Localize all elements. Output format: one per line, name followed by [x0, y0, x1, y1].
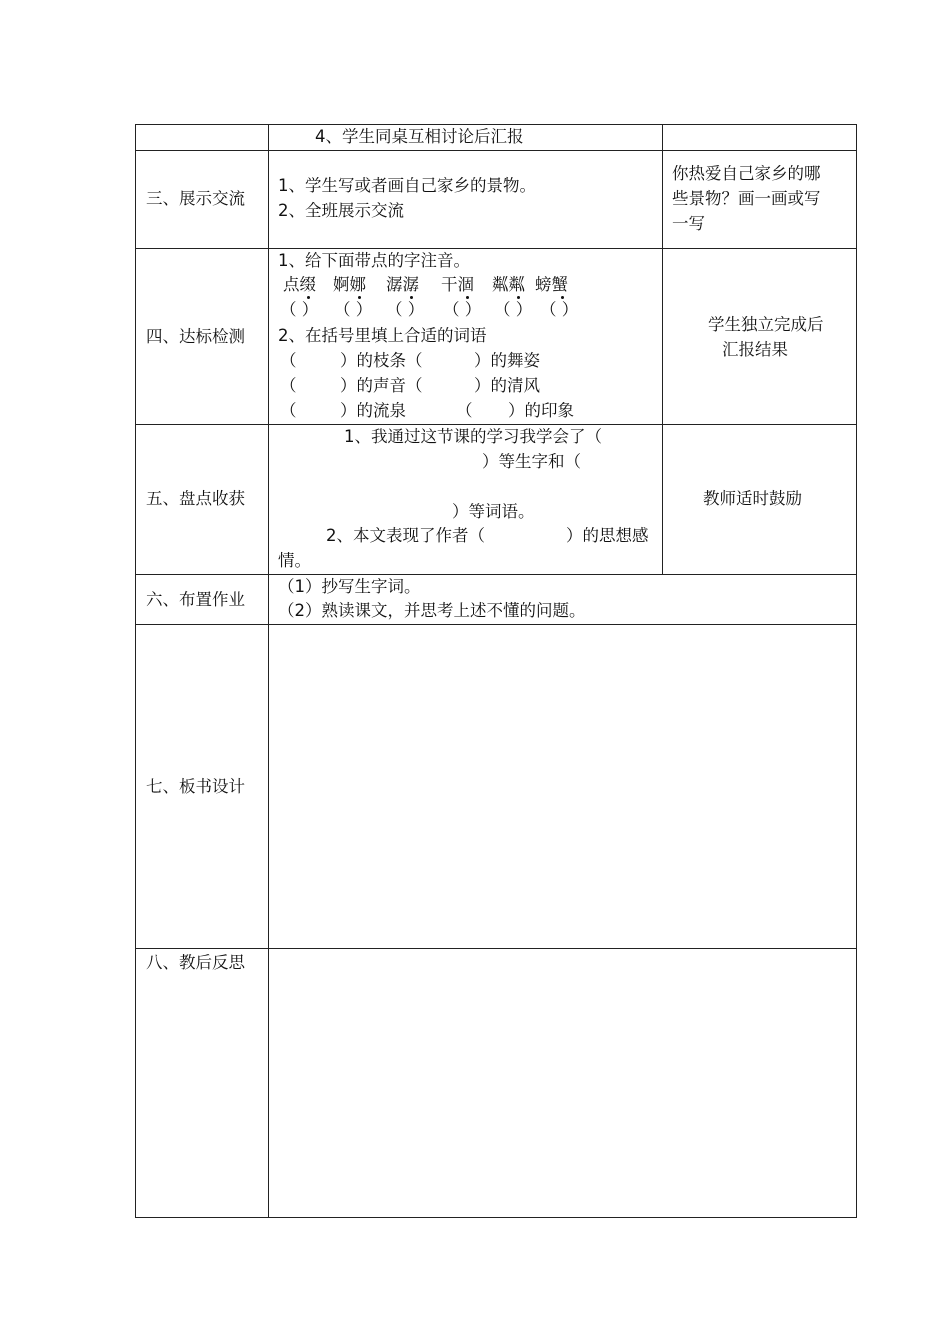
row-border	[135, 574, 857, 575]
row1-middle-text: 4、学生同桌互相讨论后汇报	[315, 127, 524, 146]
row-border	[135, 124, 857, 125]
homework-line-2: （2）熟读课文，并思考上述不懂的问题。	[278, 601, 586, 620]
pinyin-word: 婀娜	[333, 275, 366, 294]
summary-line-3: ）等词语。	[452, 502, 535, 521]
summary-line-4: 2、本文表现了作者（	[326, 526, 485, 545]
fill-blank: （	[280, 376, 297, 395]
fill-blank: ）的舞姿	[474, 351, 540, 370]
homework-line-1: （1）抄写生字词。	[278, 577, 421, 596]
answer-blank: （ ）	[540, 300, 579, 319]
fill-blank: （	[280, 351, 297, 370]
row3-right-line-2: 汇报结果	[722, 340, 788, 359]
row2-middle-line-2: 2、全班展示交流	[278, 201, 404, 220]
answer-blank: （ ）	[494, 300, 533, 319]
emphasis-dot	[466, 296, 469, 299]
col-border	[662, 124, 663, 575]
row-label-display: 三、展示交流	[146, 189, 245, 208]
row2-right-line-3: 一写	[672, 214, 705, 233]
row-border	[135, 624, 857, 625]
pinyin-word: 潺潺	[386, 275, 419, 294]
answer-blank: （ ）	[386, 300, 425, 319]
answer-blank: （ ）	[334, 300, 373, 319]
col-border	[268, 124, 269, 1218]
answer-blank: （ ）	[280, 300, 319, 319]
emphasis-dot	[358, 296, 361, 299]
emphasis-dot	[561, 296, 564, 299]
pinyin-word: 螃蟹	[535, 275, 568, 294]
row-border	[135, 424, 857, 425]
row-border	[135, 948, 857, 949]
summary-line-2: ）等生字和（	[482, 452, 581, 471]
row3-right-line-1: 学生独立完成后	[708, 315, 824, 334]
pinyin-word: 粼粼	[492, 275, 525, 294]
fill-blank: ）的声音（	[340, 376, 423, 395]
fill-blank: ）的流泉	[340, 401, 406, 420]
emphasis-dot	[410, 296, 413, 299]
pinyin-word: 点缀	[283, 275, 316, 294]
fill-blank: ）的枝条（	[340, 351, 423, 370]
fill-blank: ）的印象	[508, 401, 574, 420]
fill-blank: ）的清风	[474, 376, 540, 395]
row-border	[135, 150, 857, 151]
col-border	[856, 124, 857, 1218]
emphasis-dot	[307, 296, 310, 299]
row2-right-line-2: 些景物？画一画或写	[672, 189, 821, 208]
row2-middle-line-1: 1、学生写或者画自己家乡的景物。	[278, 176, 536, 195]
fill-blank: （	[456, 401, 473, 420]
summary-line-6: 情。	[278, 551, 311, 570]
row-border	[135, 1217, 857, 1218]
row-label-homework: 六、布置作业	[146, 590, 245, 609]
summary-line-1: 1、我通过这节课的学习我学会了（	[344, 427, 602, 446]
emphasis-dot	[517, 296, 520, 299]
row-border	[135, 248, 857, 249]
col-border	[135, 124, 136, 1218]
row-label-reflection: 八、教后反思	[146, 953, 245, 972]
summary-line-5: ）的思想感	[566, 526, 649, 545]
row-label-board-design: 七、板书设计	[146, 777, 245, 796]
fill-blank: （	[280, 401, 297, 420]
question-1: 1、给下面带点的字注音。	[278, 251, 470, 270]
question-2: 2、在括号里填上合适的词语	[278, 326, 487, 345]
row-label-harvest: 五、盘点收获	[146, 489, 245, 508]
row-label-assessment: 四、达标检测	[146, 327, 245, 346]
row2-right-line-1: 你热爱自己家乡的哪	[672, 164, 821, 183]
row4-right-text: 教师适时鼓励	[703, 489, 802, 508]
pinyin-word: 干涸	[441, 275, 474, 294]
answer-blank: （ ）	[443, 300, 482, 319]
